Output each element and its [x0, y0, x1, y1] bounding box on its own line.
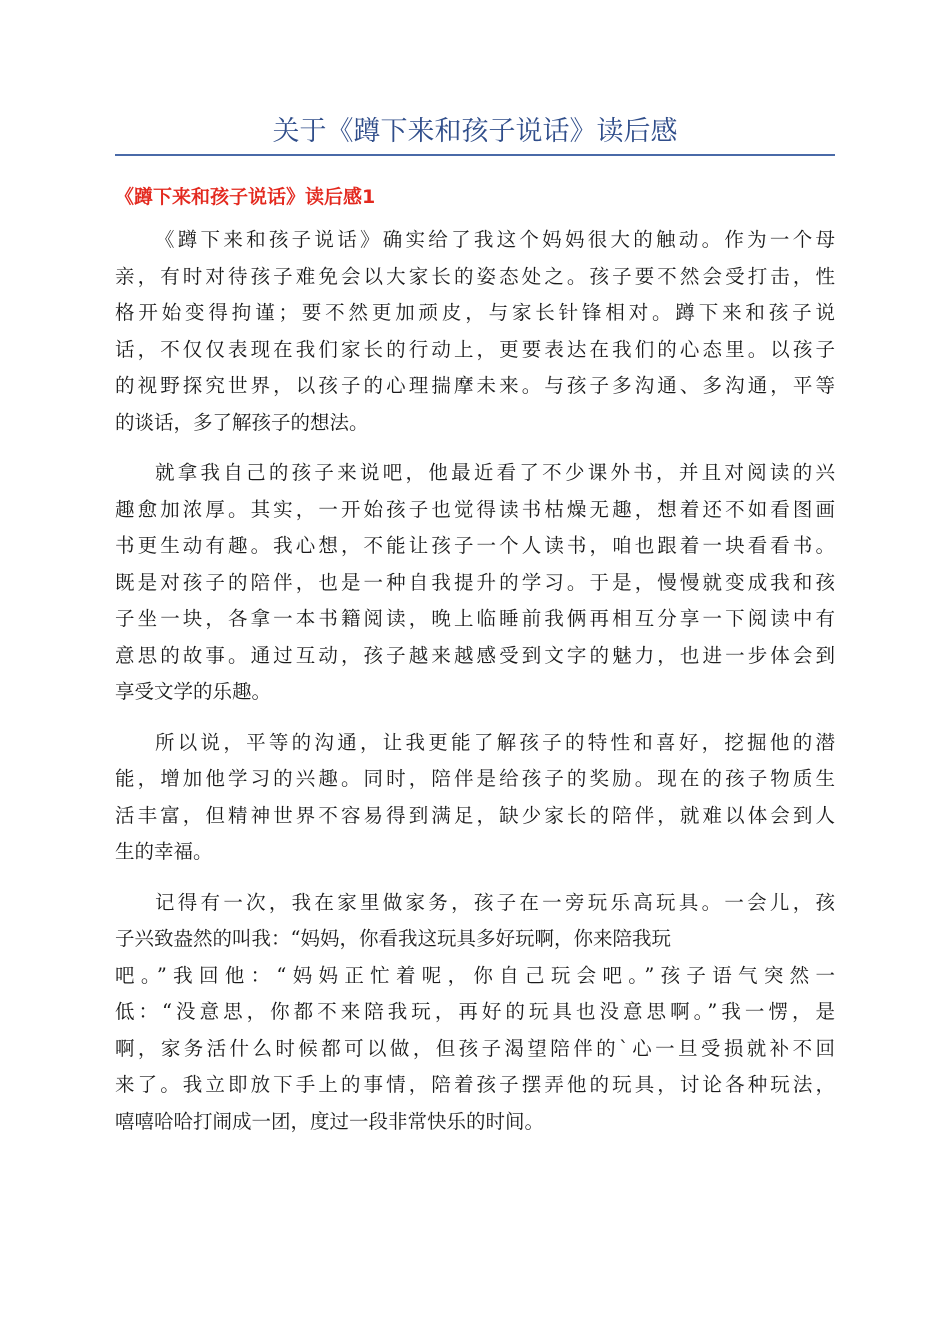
text-line: 话，不仅仅表现在我们家长的行动上，更要表达在我们的心态里。以孩子: [115, 337, 835, 361]
section-heading: 《蹲下来和孩子说话》读后感1: [115, 186, 376, 208]
text-line: 能，增加他学习的兴趣。同时，陪伴是给孩子的奖励。现在的孩子物质生: [115, 767, 835, 790]
text-line: 来了。我立即放下手上的事情，陪着孩子摆弄他的玩具，讨论各种玩法，: [115, 1073, 835, 1096]
text-line: 所以说，平等的沟通，让我更能了解孩子的特性和喜好，挖掘他的潜: [155, 730, 835, 754]
text-line: 的视野探究世界，以孩子的心理揣摩未来。与孩子多沟通、多沟通，平等: [115, 374, 835, 397]
text-line: 低：“没意思，你都不来陪我玩，再好的玩具也没意思啊。”我一愣，是: [115, 1000, 835, 1023]
text-line: 书更生动有趣。我心想，不能让孩子一个人读书，咱也跟着一块看看书。: [115, 534, 835, 557]
text-line: 意思的故事。通过互动，孩子越来越感受到文字的魅力，也进一步体会到: [115, 643, 835, 667]
text-line: 享受文学的乐趣。: [115, 680, 272, 703]
text-line: 生的幸福。: [115, 840, 213, 863]
paragraph: [115, 222, 835, 441]
text-line: 活丰富，但精神世界不容易得到满足，缺少家长的陪伴，就难以体会到人: [115, 803, 835, 827]
paragraph: [115, 885, 835, 1141]
text-line: 啊，家务活什么时候都可以做，但孩子渴望陪伴的`心一旦受损就补不回: [115, 1036, 835, 1060]
text-line: 子坐一块，各拿一本书籍阅读，晚上临睡前我俩再相互分享一下阅读中有: [115, 607, 835, 630]
text-line: 就拿我自己的孩子来说吧，他最近看了不少课外书，并且对阅读的兴: [155, 461, 835, 484]
document-title: 关于《蹲下来和孩子说话》读后感: [272, 116, 678, 147]
text-line: 嘻嘻哈哈打闹成一团，度过一段非常快乐的时间。: [115, 1109, 545, 1133]
text-line: 吧。”我回他：“妈妈正忙着呢，你自己玩会吧。”孩子语气突然一: [115, 963, 835, 987]
text-line: 既是对孩子的陪伴，也是一种自我提升的学习。于是，慢慢就变成我和孩: [115, 570, 835, 594]
text-line: 的谈话，多了解孩子的想法。: [115, 410, 369, 434]
paragraph: [115, 455, 835, 711]
text-line: 记得有一次，我在家里做家务，孩子在一旁玩乐高玩具。一会儿，孩: [155, 890, 835, 914]
title-underline: [115, 154, 835, 156]
text-line: 子兴致盎然的叫我：“妈妈，你看我这玩具多好玩啊，你来陪我玩: [115, 927, 671, 950]
paragraph: [115, 725, 835, 871]
text-line: 《蹲下来和孩子说话》确实给了我这个妈妈很大的触动。作为一个母: [155, 228, 835, 251]
text-line: 亲，有时对待孩子难免会以大家长的姿态处之。孩子要不然会受打击，性: [115, 264, 835, 288]
text-line: 格开始变得拘谨；要不然更加顽皮，与家长针锋相对。蹲下来和孩子说: [115, 301, 835, 324]
document-body: [115, 222, 835, 1154]
text-line: 趣愈加浓厚。其实，一开始孩子也觉得读书枯燥无趣，想着还不如看图画: [115, 497, 835, 521]
